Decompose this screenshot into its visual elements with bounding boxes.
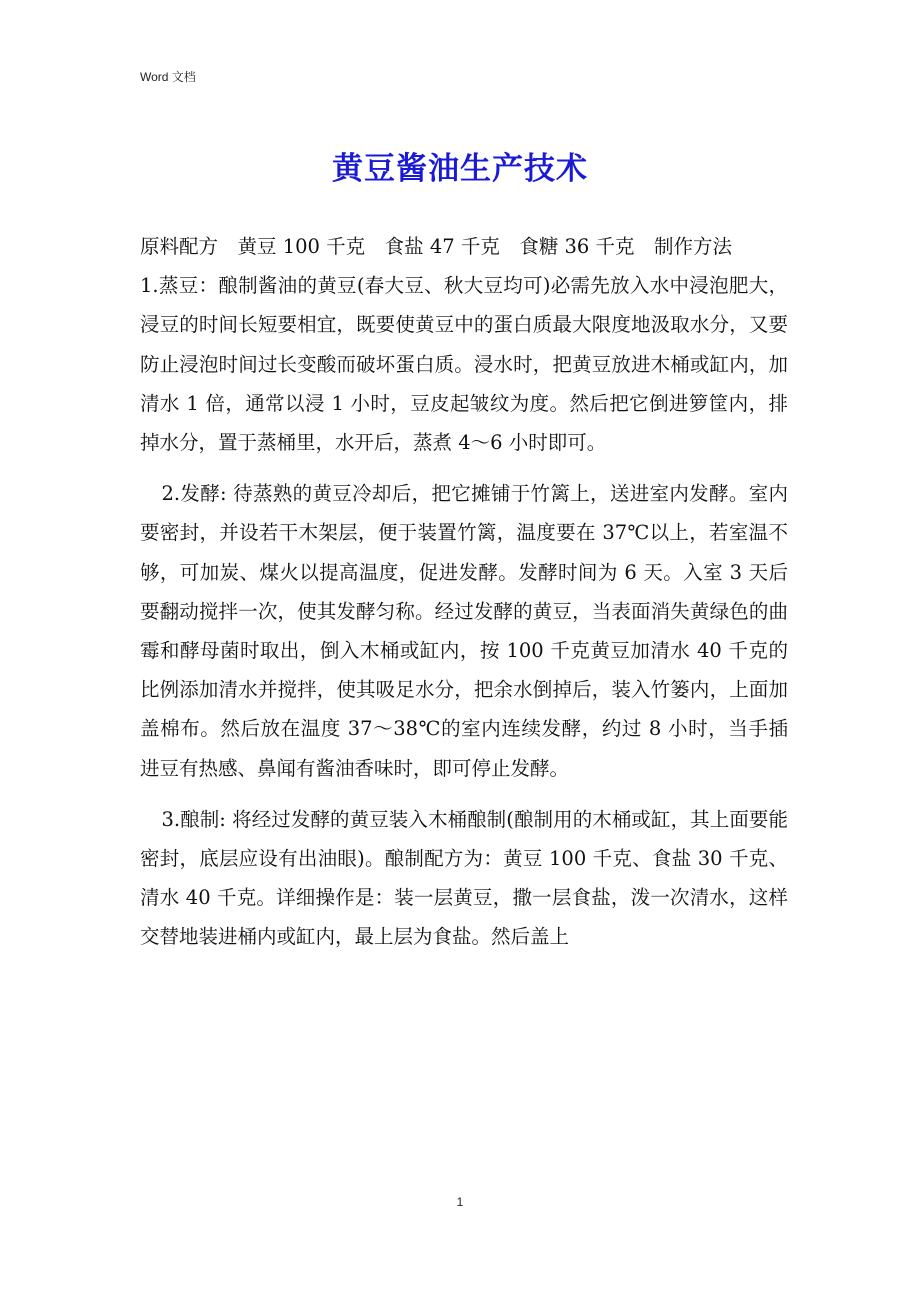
header-label: Word 文档 — [140, 70, 196, 84]
paragraph-step-steaming: 1.蒸豆：酿制酱油的黄豆(春大豆、秋大豆均可)必需先放入水中浸泡肥大，浸豆的时间长短要相宜，既要使黄豆中的蛋白质最大限度地汲取水分，又要防止浸泡时间过长变酸而破坏蛋白质。浸水时，把黄豆放进木桶或缸内，加清水 1 倍，通常以浸 1 小时，豆皮起皱纹为度。然后把它倒进箩筐内，排掉水分，置于蒸桶里，水开后，蒸煮 4～6 小时即可。 — [140, 274, 788, 455]
paragraph-ingredients: 原料配方 黄豆 100 千克 食盐 47 千克 食糖 36 千克 制作方法 — [140, 235, 733, 258]
page-number: 1 — [456, 1195, 464, 1209]
paragraph-step-fermentation: 2.发酵: 待蒸熟的黄豆冷却后，把它摊铺于竹篱上，送进室内发酵。室内要密封，并设若干木架层，便于装置竹篱，温度要在 37℃以上，若室温不够，可加炭、煤火以提高温度，促进发酵。发酵时间为 6 天。入室 3 天后要翻动搅拌一次，使其发酵匀称。经过发酵的黄豆，当表面消失黄绿色的曲霉和酵母菌时取出，倒入木桶或缸内，按 100 千克黄豆加清水 40 千克的比例添加清水并搅拌，使其吸足水分，把余水倒掉后，装入竹篓内，上面加盖棉布。然后放在温度 37～38℃的室内连续发酵，约过 8 小时，当手插进豆有热感、鼻闻有酱油香味时，即可停止发酵。 — [140, 482, 788, 780]
paragraph-step-brewing: 3.酿制: 将经过发酵的黄豆装入木桶酿制(酿制用的木桶或缸，其上面要能密封，底层应设有出油眼)。酿制配方为：黄豆 100 千克、食盐 30 千克、清水 40 千克。详细操作是：装一层黄豆，撒一层食盐，泼一次清水，这样交替地装进桶内或缸内，最上层为食盐。然后盖上 — [140, 807, 788, 949]
document-title: 黄豆酱油生产技术 — [332, 151, 588, 187]
document-body — [140, 227, 788, 957]
